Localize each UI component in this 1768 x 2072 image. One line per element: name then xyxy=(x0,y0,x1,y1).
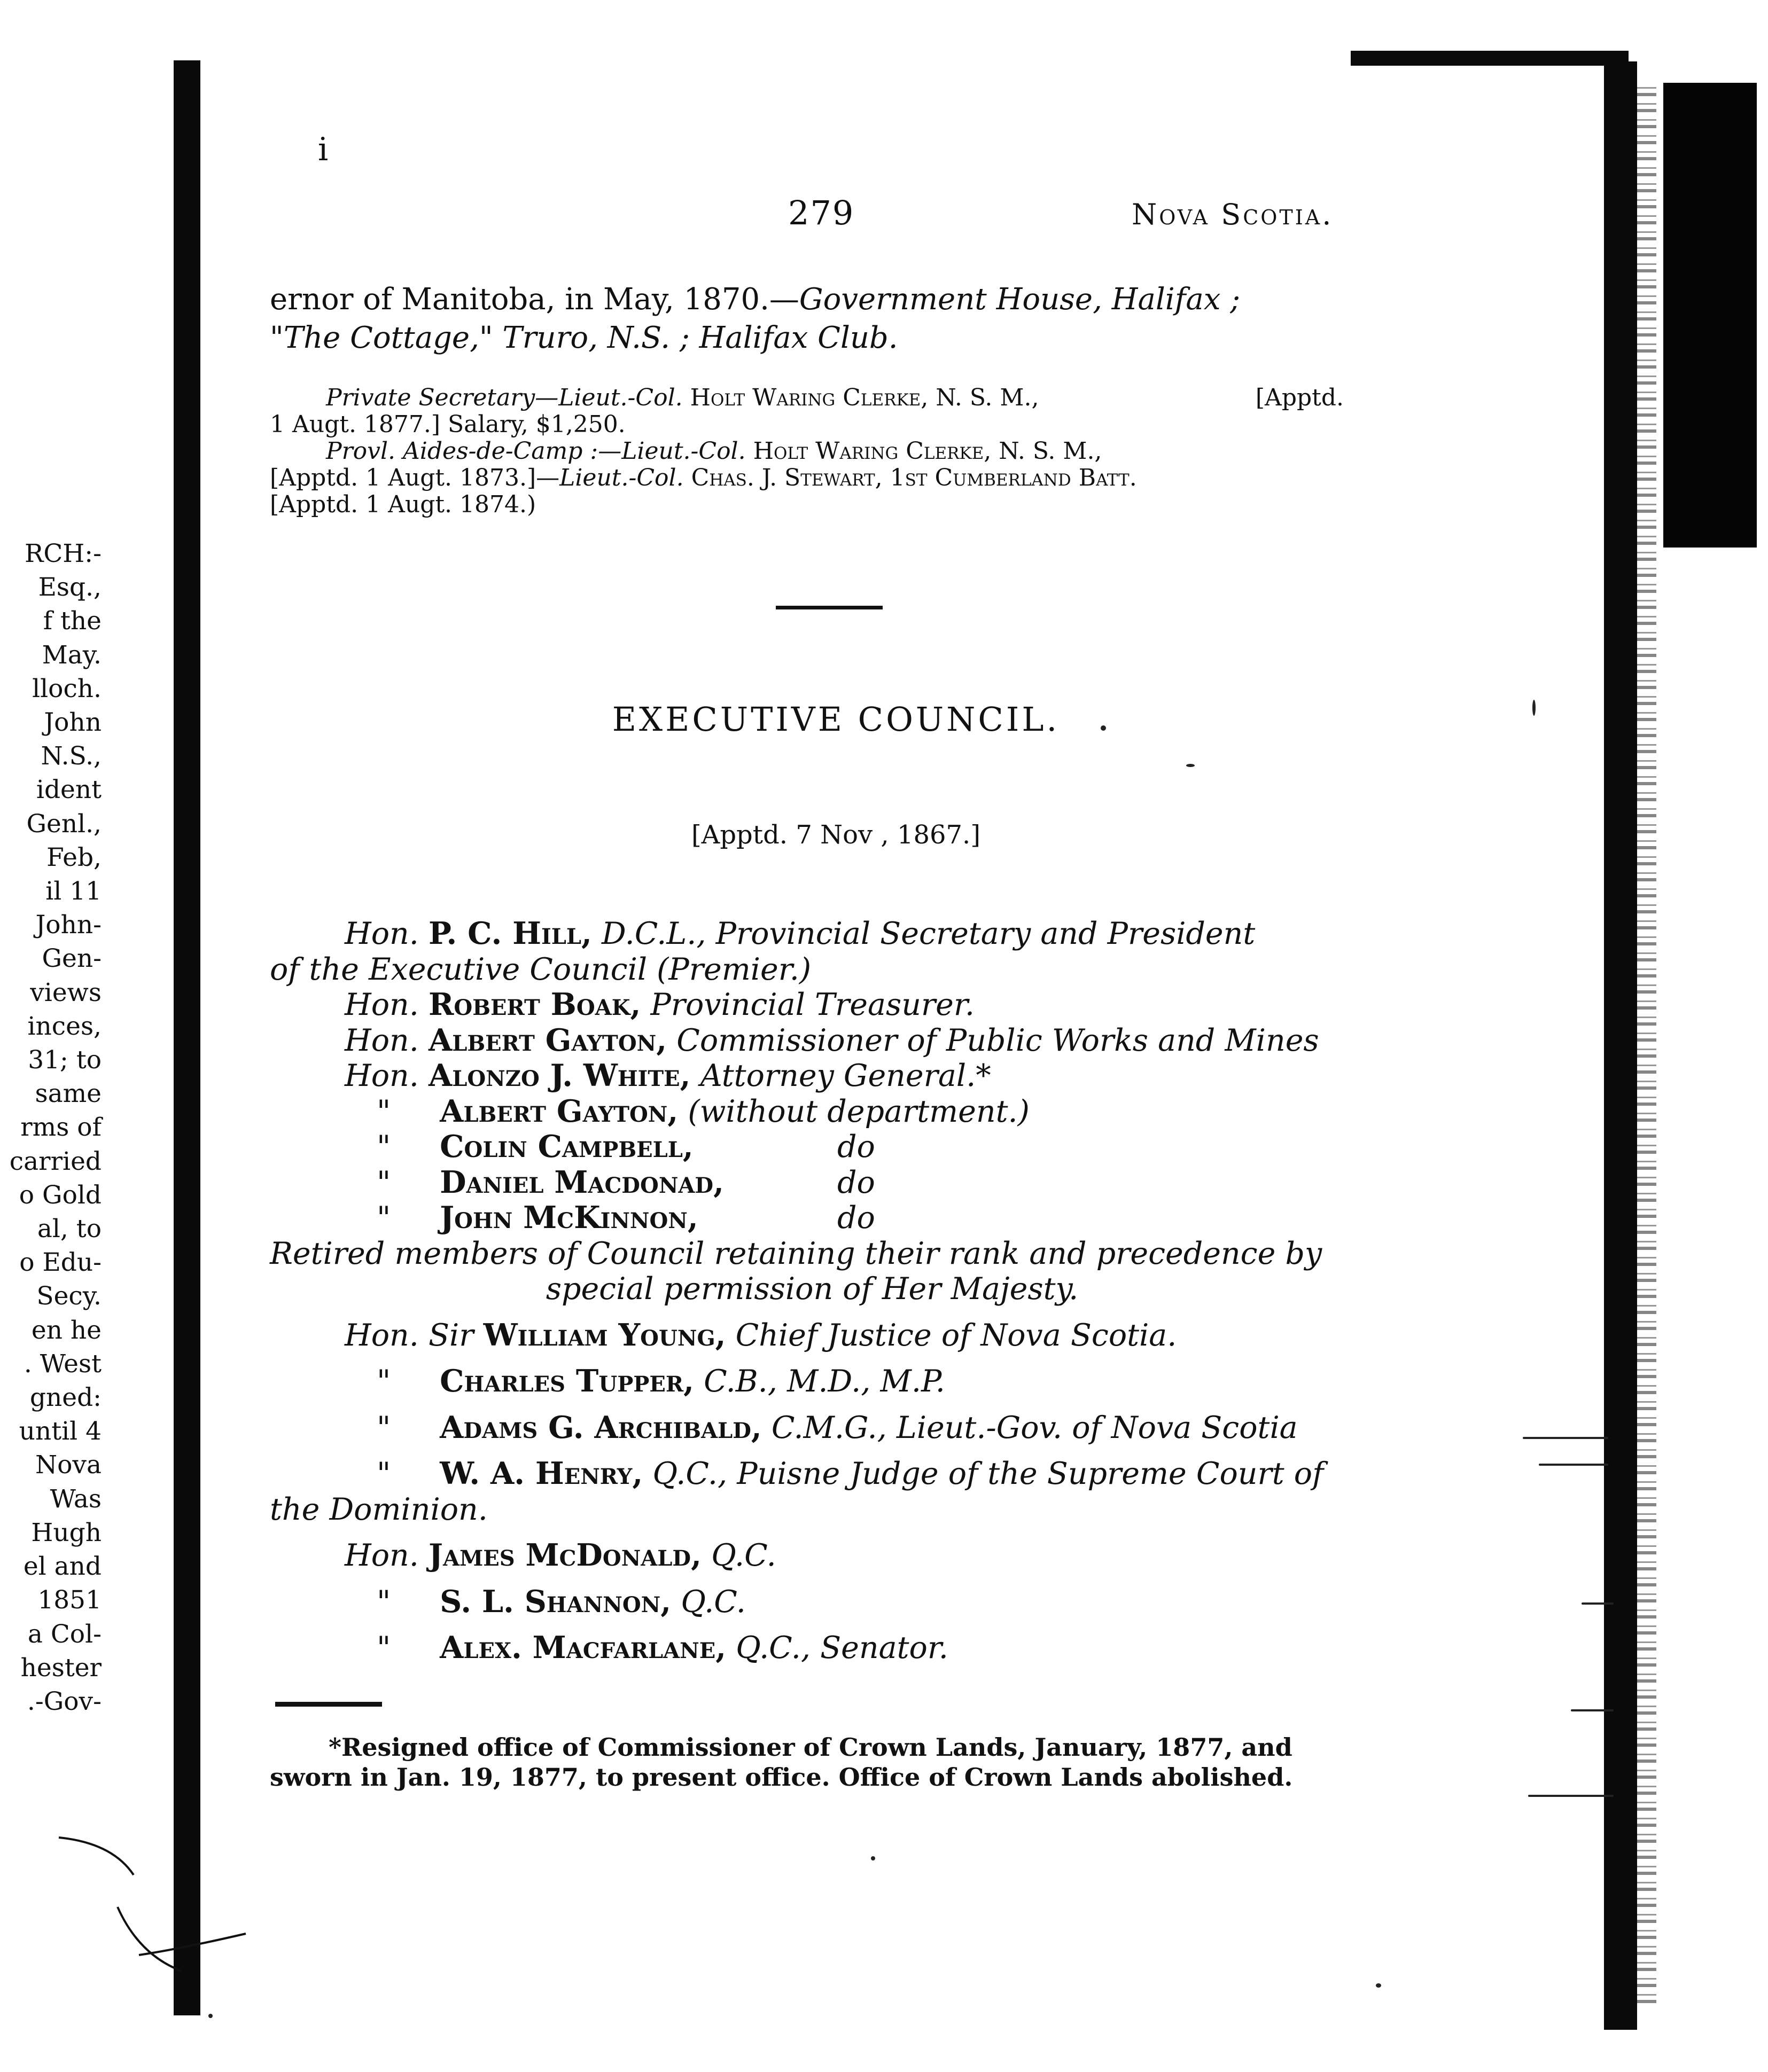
member-title: Chief Justice of Nova Scotia. xyxy=(735,1317,1177,1353)
bleed-line: Secy. xyxy=(36,1281,102,1311)
continued-paragraph xyxy=(270,280,1349,357)
staff-block xyxy=(270,385,1349,518)
footnote-rule xyxy=(275,1702,382,1707)
retired-heading: special permission of Her Majesty. xyxy=(546,1271,1079,1307)
staff-name: Holt Waring Clerke, N. S. M., xyxy=(753,437,1102,465)
list-item xyxy=(270,916,1354,952)
bleed-line: Hugh xyxy=(31,1518,102,1547)
bleed-line: hester xyxy=(20,1653,102,1683)
bleed-line: en he xyxy=(31,1315,102,1345)
bleed-line: Was xyxy=(50,1484,102,1514)
list-item xyxy=(270,1318,1354,1354)
staff-line xyxy=(270,385,1349,411)
staff-line: 1 Augt. 1877.] Salary, $1,250. xyxy=(270,411,626,438)
list-item xyxy=(270,1023,1354,1059)
member-name: P. C. Hill, xyxy=(428,916,592,951)
member-name: Daniel Macdonad, xyxy=(440,1164,724,1200)
list-item-continued: of the Executive Council (Premier.) xyxy=(270,951,812,987)
text-italic: Government House, Halifax ; xyxy=(799,282,1241,317)
bleed-line: Esq., xyxy=(38,573,102,603)
executive-council-list xyxy=(270,916,1354,1666)
staff-name: Chas. J. Stewart, 1st Cumberland Batt. xyxy=(691,464,1137,491)
member-name: W. A. Henry, xyxy=(440,1456,643,1491)
bleed-line: John xyxy=(44,708,102,738)
member-name: James McDonald, xyxy=(428,1537,702,1573)
bleed-line: same xyxy=(35,1079,102,1109)
bleed-line: 1851 xyxy=(37,1585,102,1615)
section-title-text: EXECUTIVE COUNCIL. xyxy=(612,700,1060,739)
ditto-mark: " xyxy=(377,1456,391,1491)
bleed-line: N.S., xyxy=(41,741,102,771)
left-margin-pen-strokes xyxy=(53,1832,256,2024)
bleed-line: John- xyxy=(35,910,102,940)
bleed-line: rms of xyxy=(20,1113,102,1143)
list-item xyxy=(270,1584,1354,1620)
bleed-line: carried xyxy=(9,1146,102,1176)
list-item xyxy=(270,1456,1354,1492)
member-name: S. L. Shannon, xyxy=(440,1583,672,1620)
member-name: Robert Boak, xyxy=(428,987,641,1022)
footnote-line: sworn in Jan. 19, 1877, to present office. Office of Crown Lands abolished. xyxy=(270,1763,1293,1792)
list-item xyxy=(270,1094,1354,1130)
list-item-continued: the Dominion. xyxy=(270,1491,488,1527)
list-item xyxy=(270,1058,1354,1094)
member-title: Commissioner of Public Works and Mines xyxy=(676,1022,1319,1058)
list-item xyxy=(270,1410,1354,1446)
member-name: Albert Gayton, xyxy=(440,1093,679,1129)
ditto-mark: " xyxy=(377,1584,391,1620)
ditto-mark: " xyxy=(377,1410,391,1445)
member-title: Provincial Treasurer. xyxy=(650,987,975,1022)
paragraph-line: "The Cottage," Truro, N.S. ; Halifax Club. xyxy=(270,320,898,355)
ditto-mark: " xyxy=(377,1364,391,1399)
bleed-line: 31; to xyxy=(28,1045,102,1075)
staff-appt: [Apptd. 1 Augt. 1873.]— xyxy=(270,464,560,491)
list-item xyxy=(270,1200,1354,1236)
bleed-line: lloch. xyxy=(32,674,102,703)
footnote-line: *Resigned office of Commissioner of Crown Lands, January, 1877, and xyxy=(329,1733,1292,1762)
member-name: John McKinnon, xyxy=(440,1200,698,1236)
member-title: D.C.L., Provincial Secretary and President xyxy=(601,916,1256,951)
bleed-line: o Edu- xyxy=(19,1248,102,1278)
ditto-mark: " xyxy=(377,1164,391,1200)
staff-name: Holt Waring Clerke, N. S. M., xyxy=(690,384,1039,411)
member-name: Albert Gayton, xyxy=(428,1022,667,1058)
bleed-line: inces, xyxy=(27,1011,102,1041)
bleed-line: Feb, xyxy=(46,842,102,872)
member-title: (without department.) xyxy=(688,1093,1030,1129)
ditto-do: do xyxy=(837,1129,875,1164)
scan-mark: i xyxy=(318,131,329,168)
staff-line: [Apptd. 1 Augt. 1874.) xyxy=(270,491,536,518)
page-number: 279 xyxy=(788,193,855,232)
member-name: William Young, xyxy=(483,1317,726,1353)
left-binding-edge xyxy=(174,60,200,2015)
staff-line xyxy=(270,438,1349,465)
right-black-block xyxy=(1663,83,1757,548)
member-name: Charles Tupper, xyxy=(440,1363,694,1399)
list-item xyxy=(270,1364,1354,1399)
appointment-text: [Apptd. 7 Nov , 1867.] xyxy=(691,820,981,850)
bleed-line: . West xyxy=(24,1349,102,1379)
section-title xyxy=(0,700,1768,739)
honorific: Hon. xyxy=(345,1538,419,1573)
bleed-line: a Col- xyxy=(27,1619,102,1649)
appointment-date xyxy=(0,820,1768,850)
member-title: Q.C. xyxy=(711,1538,776,1573)
staff-line xyxy=(270,465,1349,491)
honorific: Hon. xyxy=(345,987,419,1022)
member-title: Attorney General.* xyxy=(700,1058,991,1093)
running-header: Nova Scotia. xyxy=(1132,198,1334,231)
honorific: Sir xyxy=(428,1317,474,1353)
ditto-do: do xyxy=(837,1164,875,1200)
bleed-line: o Gold xyxy=(19,1180,102,1210)
member-title: C.B., M.D., M.P. xyxy=(704,1364,945,1399)
staff-appt: [Apptd. xyxy=(1255,384,1344,411)
staff-role: Lieut.-Col. xyxy=(559,464,684,491)
list-item xyxy=(270,1165,1354,1201)
member-title: C.M.G., Lieut.-Gov. of Nova Scotia xyxy=(771,1410,1298,1445)
bleed-line: el and xyxy=(23,1552,102,1582)
bleed-line: ident xyxy=(36,775,102,805)
bleed-line: Nova xyxy=(35,1450,102,1480)
ditto-mark: " xyxy=(377,1093,391,1129)
list-item xyxy=(270,987,1354,1023)
member-title: Q.C. xyxy=(681,1584,746,1620)
ditto-mark: " xyxy=(377,1200,391,1236)
member-title: Q.C., Puisne Judge of the Supreme Court of xyxy=(652,1456,1324,1491)
ditto-mark: " xyxy=(377,1129,391,1164)
bleed-line: il 11 xyxy=(45,877,102,906)
member-name: Adams G. Archibald, xyxy=(440,1409,762,1445)
staff-role: Private Secretary—Lieut.-Col. xyxy=(326,384,683,411)
ditto-mark: " xyxy=(377,1630,391,1666)
honorific: Hon. xyxy=(345,916,419,951)
right-binding-edge xyxy=(1604,61,1637,2030)
bleed-line: gned: xyxy=(29,1383,102,1413)
bleed-line: May. xyxy=(42,640,102,670)
section-divider xyxy=(776,606,883,609)
bleed-line: al, to xyxy=(37,1214,102,1244)
member-name: Alonzo J. White, xyxy=(428,1058,691,1093)
honorific: Hon. xyxy=(345,1022,419,1058)
bleed-line: RCH:- xyxy=(24,539,102,568)
member-name: Colin Campbell, xyxy=(440,1129,694,1164)
staff-role: Provl. Aides-de-Camp :—Lieut.-Col. xyxy=(326,437,746,465)
list-item xyxy=(270,1538,1354,1574)
footnote xyxy=(270,1732,1354,1792)
top-right-binding-edge xyxy=(1351,51,1629,66)
bleed-line: .-Gov- xyxy=(27,1686,102,1716)
retired-heading: Retired members of Council retaining their rank and precedence by xyxy=(270,1236,1322,1271)
paragraph-line xyxy=(270,280,1349,319)
bleed-line: Genl., xyxy=(26,809,102,839)
bleed-line: views xyxy=(30,978,102,1007)
ditto-do: do xyxy=(837,1200,875,1236)
member-title: Q.C., Senator. xyxy=(736,1630,948,1666)
honorific: Hon. xyxy=(345,1317,419,1353)
bleed-line: f the xyxy=(43,606,102,636)
bleed-line: until 4 xyxy=(19,1417,102,1447)
list-item xyxy=(270,1630,1354,1666)
text: ernor of Manitoba, in May, 1870.— xyxy=(270,282,799,317)
bleed-line: Gen- xyxy=(42,944,102,974)
list-item xyxy=(270,1129,1354,1165)
honorific: Hon. xyxy=(345,1058,419,1093)
member-name: Alex. Macfarlane, xyxy=(440,1630,727,1666)
